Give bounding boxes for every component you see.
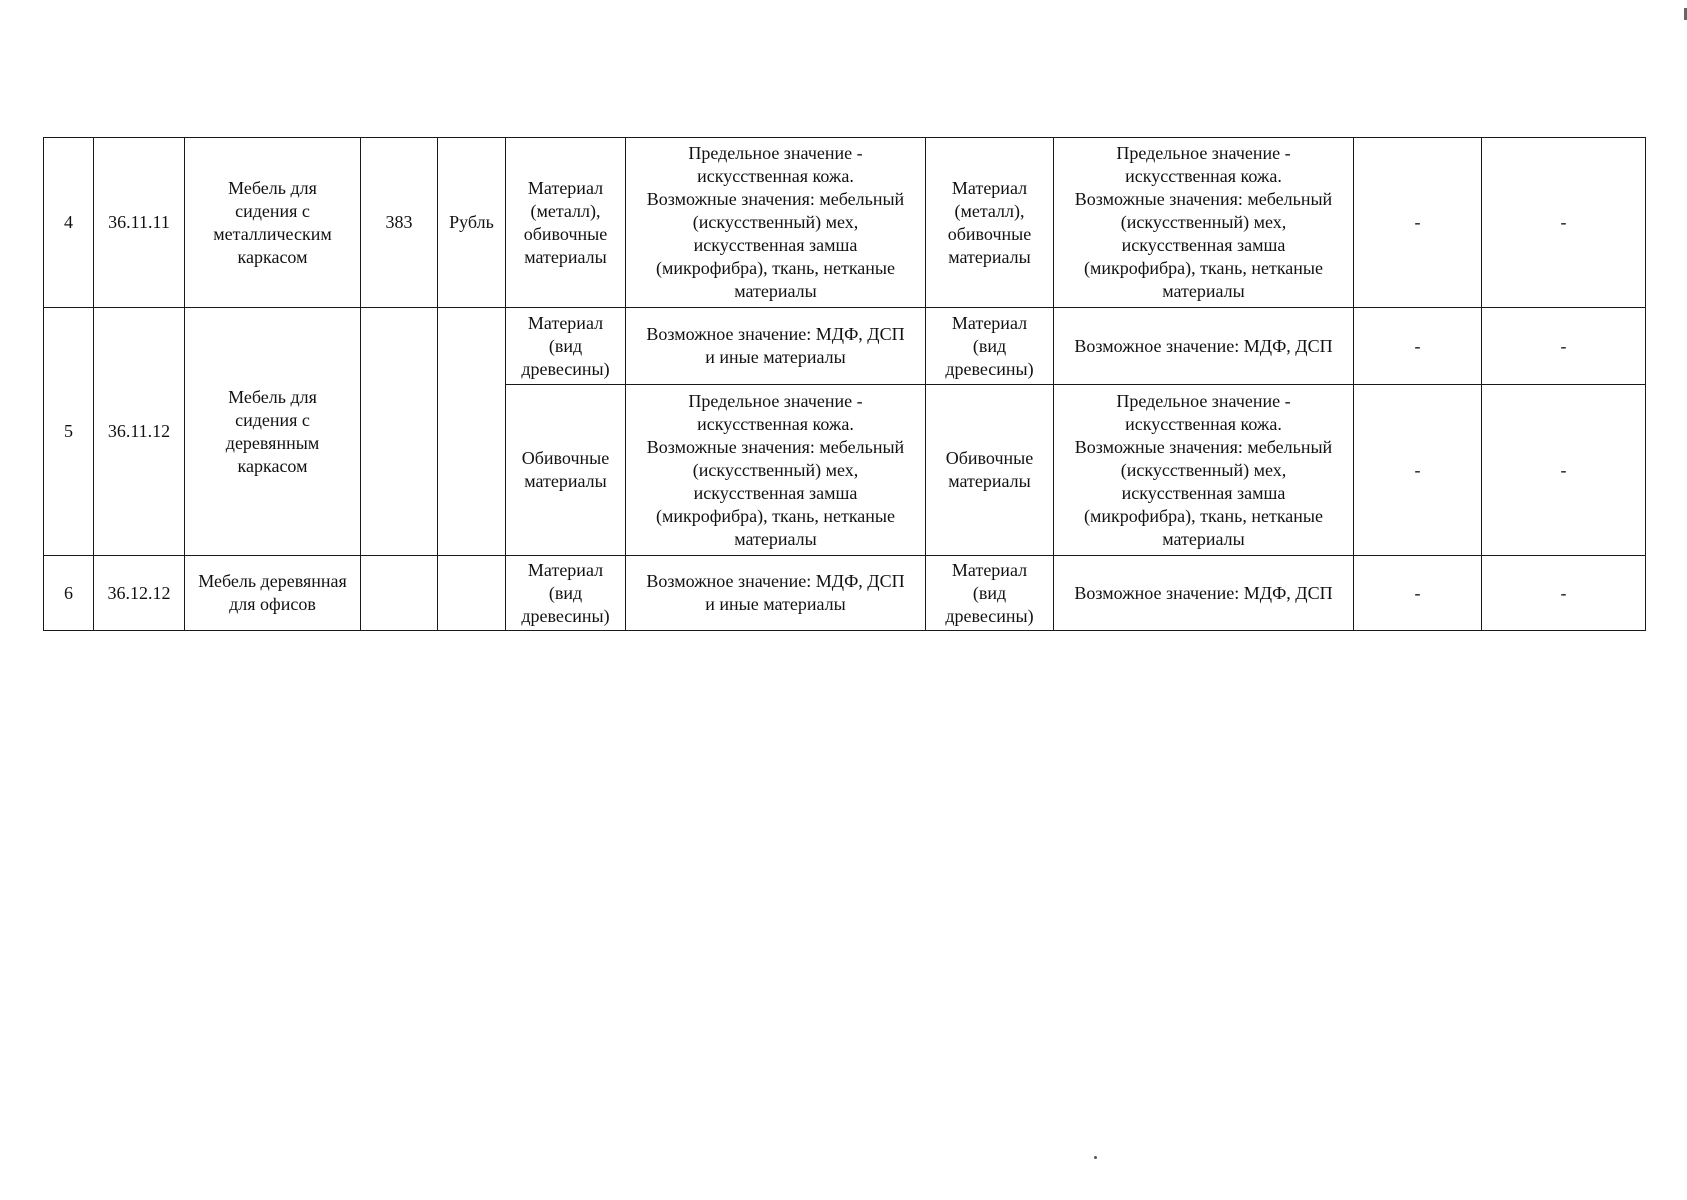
table-row bbox=[44, 556, 1646, 631]
characteristic-name-approved: Материал (металл), обивочные материалы bbox=[926, 138, 1054, 308]
function-cell: - bbox=[1482, 556, 1646, 631]
okpd-code: 36.12.12 bbox=[94, 556, 185, 631]
row-number: 5 bbox=[44, 308, 94, 556]
table-row bbox=[44, 138, 1646, 308]
unit-name: Рубль bbox=[438, 138, 506, 308]
characteristic-name: Материал (металл), обивочные материалы bbox=[506, 138, 626, 308]
function-cell: - bbox=[1482, 308, 1646, 385]
function-cell: - bbox=[1482, 385, 1646, 556]
characteristic-name-approved: Обивочные материалы bbox=[926, 385, 1054, 556]
item-name: Мебель для сидения с деревянным каркасом bbox=[185, 308, 361, 556]
unit-code bbox=[361, 308, 438, 556]
unit-name bbox=[438, 308, 506, 556]
item-name: Мебель для сидения с металлическим каркасом bbox=[185, 138, 361, 308]
table-row bbox=[44, 308, 1646, 385]
okpd-code: 36.11.12 bbox=[94, 308, 185, 556]
furniture-requirements-table bbox=[43, 137, 1646, 631]
justification-cell: - bbox=[1354, 385, 1482, 556]
characteristic-name-approved: Материал (вид древесины) bbox=[926, 556, 1054, 631]
characteristic-value-approved: Предельное значение - искусственная кожа. Возможные значения: мебельный (искусственный) мех, искусственная замша (микрофибра), ткань, нетканые материалы bbox=[1054, 138, 1354, 308]
okpd-code: 36.11.11 bbox=[94, 138, 185, 308]
characteristic-name: Материал (вид древесины) bbox=[506, 308, 626, 385]
unit-code bbox=[361, 556, 438, 631]
characteristic-name-approved: Материал (вид древесины) bbox=[926, 308, 1054, 385]
scan-speck bbox=[1094, 1156, 1097, 1159]
characteristic-name: Обивочные материалы bbox=[506, 385, 626, 556]
characteristic-value: Возможное значение: МДФ, ДСП и иные материалы bbox=[626, 556, 926, 631]
justification-cell: - bbox=[1354, 308, 1482, 385]
characteristic-value-approved: Возможное значение: МДФ, ДСП bbox=[1054, 556, 1354, 631]
unit-name bbox=[438, 556, 506, 631]
characteristic-value-approved: Предельное значение - искусственная кожа. Возможные значения: мебельный (искусственный) мех, искусственная замша (микрофибра), ткань, нетканые материалы bbox=[1054, 385, 1354, 556]
row-number: 4 bbox=[44, 138, 94, 308]
characteristic-value-approved: Возможное значение: МДФ, ДСП bbox=[1054, 308, 1354, 385]
row-number: 6 bbox=[44, 556, 94, 631]
unit-code: 383 bbox=[361, 138, 438, 308]
justification-cell: - bbox=[1354, 556, 1482, 631]
characteristic-value: Возможное значение: МДФ, ДСП и иные материалы bbox=[626, 308, 926, 385]
item-name: Мебель деревянная для офисов bbox=[185, 556, 361, 631]
characteristic-value: Предельное значение - искусственная кожа. Возможные значения: мебельный (искусственный) мех, искусственная замша (микрофибра), ткань, нетканые материалы bbox=[626, 138, 926, 308]
justification-cell: - bbox=[1354, 138, 1482, 308]
function-cell: - bbox=[1482, 138, 1646, 308]
characteristic-name: Материал (вид древесины) bbox=[506, 556, 626, 631]
characteristic-value: Предельное значение - искусственная кожа. Возможные значения: мебельный (искусственный) мех, искусственная замша (микрофибра), ткань, нетканые материалы bbox=[626, 385, 926, 556]
